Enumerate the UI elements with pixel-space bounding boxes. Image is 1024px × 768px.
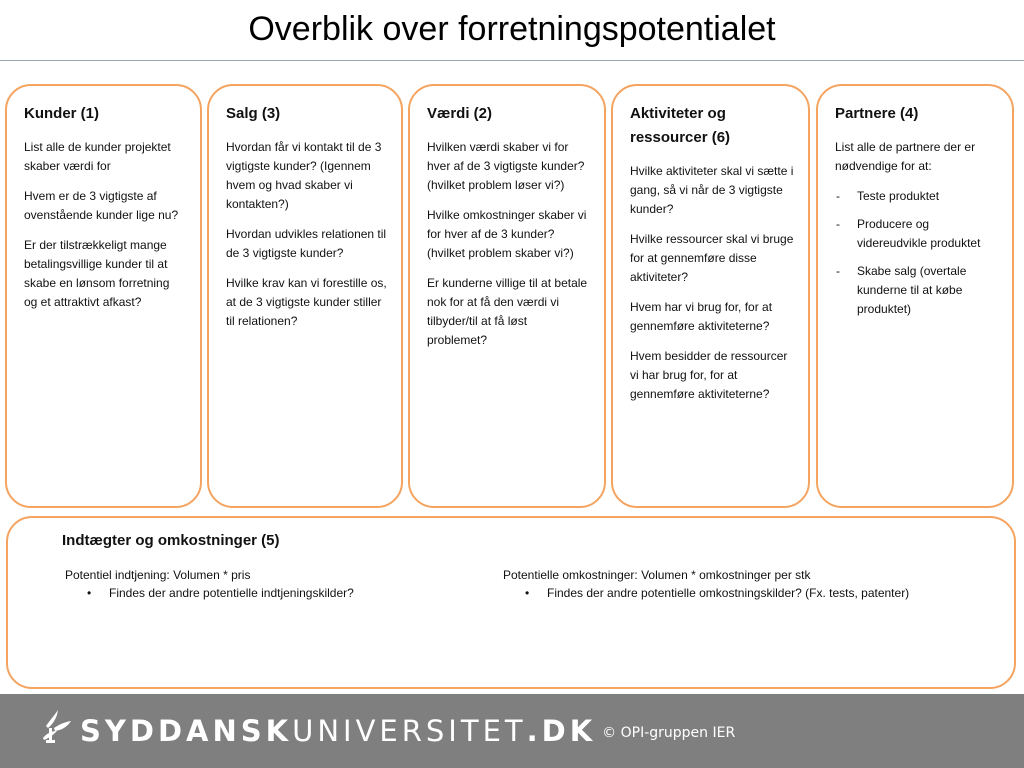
copyright-text: © OPI-gruppen IER bbox=[602, 725, 736, 741]
vaerdi-paragraph-3: Er kunderne villige til at betale nok for at få den værdi vi tilbyder/til at få løst problemet? bbox=[427, 276, 588, 347]
aktiviteter-paragraph-3: Hvem har vi brug for, for at gennemføre aktiviteterne? bbox=[630, 300, 773, 333]
dash-marker: - bbox=[836, 264, 840, 278]
vaerdi-paragraph-1: Hvilken værdi skaber vi for hver af de 3 vigtigste kunder? (hvilket problem løser vi?) bbox=[427, 140, 585, 192]
box-indtaegter-omkostninger bbox=[6, 516, 1016, 689]
box-kunder bbox=[5, 84, 202, 508]
omkostninger-column bbox=[503, 566, 909, 602]
partnere-item: - Skabe salg (overtale kunderne til at købe produktet) bbox=[836, 264, 967, 316]
salg-paragraph-2: Hvordan udvikles relationen til de 3 vigtigste kunder? bbox=[226, 227, 387, 260]
partnere-intro: List alle de partnere der er nødvendige for at: bbox=[835, 140, 976, 173]
kunder-paragraph-1: List alle de kunder projektet skaber værdi for bbox=[24, 140, 171, 173]
aktiviteter-heading: Aktiviteter og ressourcer (6) bbox=[630, 105, 731, 146]
box-salg bbox=[207, 84, 403, 508]
bullet-dot: • bbox=[87, 586, 92, 600]
kunder-paragraph-2: Hvem er de 3 vigtigste af ovenstående kunder lige nu? bbox=[24, 189, 179, 222]
brand-part-syddansk: SYDDANSK bbox=[80, 714, 293, 748]
aktiviteter-paragraph-1: Hvilke aktiviteter skal vi sætte i gang, så vi når de 3 vigtigste kunder? bbox=[630, 164, 794, 216]
salg-paragraph-1: Hvordan får vi kontakt til de 3 vigtigste kunder? (Igennem hvem og hvad skaber vi kontakten?) bbox=[226, 140, 382, 211]
footer-bar bbox=[0, 694, 1024, 768]
indtjening-column bbox=[65, 566, 354, 602]
brand-part-dk: .DK bbox=[526, 714, 597, 748]
aktiviteter-paragraph-2: Hvilke ressourcer skal vi bruge for at gennemføre disse aktiviteter? bbox=[630, 232, 794, 284]
salg-paragraph-3: Hvilke krav kan vi forestille os, at de 3 vigtigste kunder stiller til relationen? bbox=[226, 276, 387, 328]
box-partnere bbox=[816, 84, 1014, 508]
footer-brand bbox=[80, 714, 735, 748]
indtjening-bullet: • Findes der andre potentielle indtjeningskilder? bbox=[87, 586, 354, 600]
vaerdi-heading: Værdi (2) bbox=[427, 105, 493, 122]
dash-marker: - bbox=[836, 189, 840, 203]
vaerdi-paragraph-2: Hvilke omkostninger skaber vi for hver af de 3 kunder? (hvilket problem skaber vi?) bbox=[427, 208, 587, 260]
partnere-item: - Teste produktet bbox=[835, 187, 998, 206]
omkostninger-line: Potentielle omkostninger: Volumen * omkostninger per stk bbox=[503, 568, 811, 582]
kunder-heading: Kunder (1) bbox=[24, 105, 99, 122]
indtjening-line: Potentiel indtjening: Volumen * pris bbox=[65, 568, 251, 582]
salg-heading: Salg (3) bbox=[226, 105, 281, 122]
title-divider bbox=[0, 60, 1024, 61]
university-logo-icon bbox=[40, 704, 74, 750]
aktiviteter-paragraph-4: Hvem besidder de ressourcer vi har brug for, for at gennemføre aktiviteterne? bbox=[630, 349, 788, 401]
box-aktiviteter bbox=[611, 84, 810, 508]
partnere-list bbox=[835, 187, 998, 319]
bullet-dot: • bbox=[525, 586, 530, 600]
partnere-item: - Producere og videreudvikle produktet bbox=[836, 217, 981, 250]
page-title: Overblik over forretningspotentialet bbox=[248, 10, 776, 48]
omkostninger-bullet: • Findes der andre potentielle omkostningskilder? (Fx. tests, patenter) bbox=[525, 586, 910, 600]
box-vaerdi bbox=[408, 84, 606, 508]
brand-part-universitet: UNIVERSITET bbox=[292, 714, 527, 748]
kunder-paragraph-3: Er der tilstrækkeligt mange betalingsvillige kunder til at skabe en lønsom forretning og et attraktivt afkast? bbox=[24, 238, 170, 309]
partnere-heading: Partnere (4) bbox=[835, 105, 919, 122]
dash-marker: - bbox=[836, 217, 840, 231]
indtaegter-heading: Indtægter og omkostninger (5) bbox=[62, 532, 280, 549]
